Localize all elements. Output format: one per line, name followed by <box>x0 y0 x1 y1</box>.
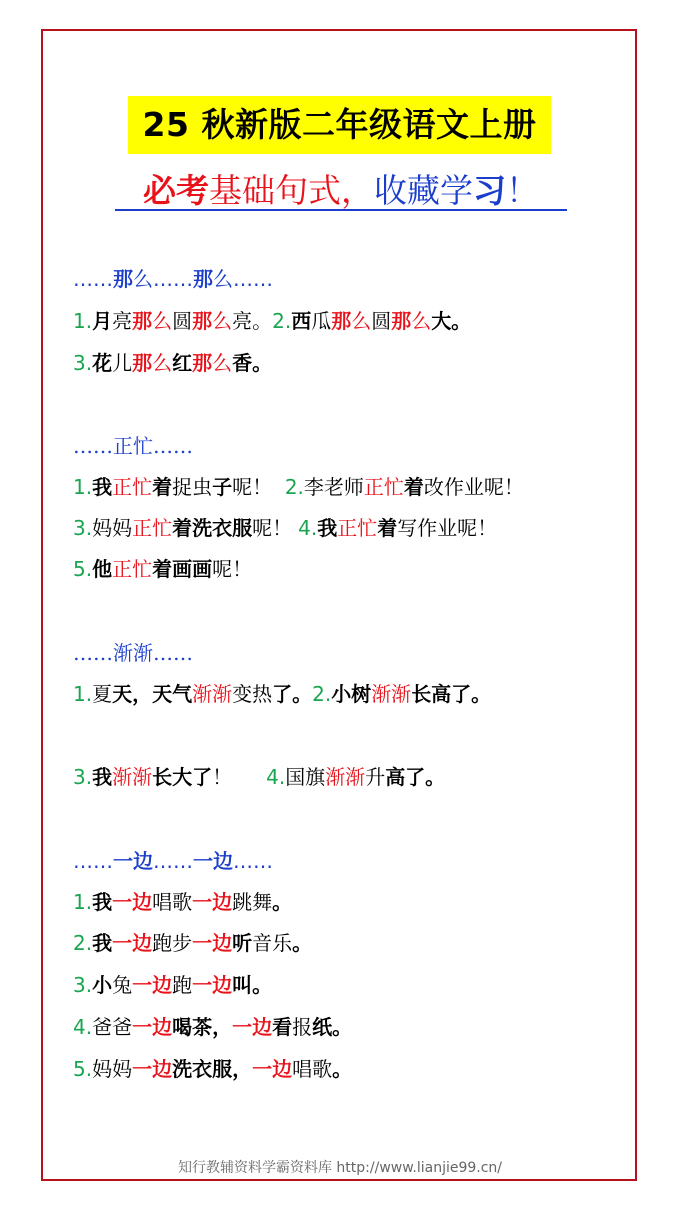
heading-part: …… <box>73 267 113 291</box>
sentence-line <box>73 556 252 582</box>
text-part: 。 <box>272 890 293 914</box>
sentence-line <box>73 308 471 334</box>
text-part: 瓜 <box>311 309 332 333</box>
keyword: 么 <box>411 309 432 333</box>
item-number: 1. <box>73 309 93 333</box>
text-part: 呢！ <box>252 516 293 540</box>
text-part: 跑 <box>172 973 193 997</box>
item-number: 2. <box>312 682 332 706</box>
section-heading-jian-jian: ……渐渐…… <box>73 641 193 665</box>
text-part: 跳舞 <box>232 890 273 914</box>
keyword: 渐渐 <box>371 682 412 706</box>
text-part: 呢！ <box>232 475 285 499</box>
text-part: 花 <box>92 351 113 375</box>
text-part: 喝 <box>172 1015 193 1039</box>
text-part: 长大了 <box>152 765 213 789</box>
text-part: 大。 <box>431 309 472 333</box>
text-part: 亮 <box>112 309 133 333</box>
keyword: 一边 <box>252 1057 293 1081</box>
sentence-line <box>73 515 497 541</box>
text-part: 。 <box>332 1015 353 1039</box>
keyword: 正忙 <box>337 516 378 540</box>
keyword: 那 <box>192 309 213 333</box>
footer-watermark: 知行教辅资料学霸资料库 http://www.lianjie99.cn/ <box>177 1160 503 1176</box>
text-part: 妈妈 <box>92 516 133 540</box>
sentence-line <box>73 889 292 915</box>
keyword: 正忙 <box>132 516 173 540</box>
text-part: 圆 <box>371 309 392 333</box>
item-number: 4. <box>73 1015 93 1039</box>
text-part: 听 <box>232 931 253 955</box>
text-part: 叫 <box>232 973 253 997</box>
heading-part: 么…… <box>213 267 273 291</box>
text-part: 我 <box>92 475 113 499</box>
keyword: 一边 <box>112 890 153 914</box>
text-part: 。 <box>332 1057 353 1081</box>
text-part: 着画画 <box>152 557 213 581</box>
keyword: 正忙 <box>363 475 404 499</box>
page-title: 25 秋新版二年级语文上册 <box>128 96 551 154</box>
text-part: 他 <box>92 557 113 581</box>
keyword: 一边 <box>132 973 173 997</box>
text-part: 着洗衣服 <box>172 516 253 540</box>
text-part: 国旗 <box>285 765 326 789</box>
text-part: 亮。 <box>232 309 273 333</box>
subtitle-part: 基础 <box>209 171 275 210</box>
keyword: 渐渐 <box>325 765 366 789</box>
item-number: 4. <box>266 765 286 789</box>
sentence-line <box>73 972 272 998</box>
text-part: 跑步 <box>152 931 193 955</box>
text-part: 。 <box>252 973 273 997</box>
text-part: 我 <box>92 765 113 789</box>
keyword: 一边 <box>192 890 233 914</box>
heading-part: 那 <box>113 267 133 291</box>
item-number: 3. <box>73 351 93 375</box>
keyword: 正忙 <box>112 475 153 499</box>
keyword: 么 <box>152 351 173 375</box>
keyword: 一边 <box>132 1057 173 1081</box>
keyword: 那 <box>391 309 412 333</box>
text-part: 了。 <box>272 682 313 706</box>
keyword: 一边 <box>192 973 233 997</box>
section-heading-yi-bian <box>73 848 273 874</box>
item-number: 4. <box>298 516 318 540</box>
keyword: 渐渐 <box>192 682 233 706</box>
text-part: 西 <box>291 309 312 333</box>
keyword: 渐渐 <box>112 765 153 789</box>
keyword: 么 <box>152 309 173 333</box>
keyword: 一边 <box>232 1015 273 1039</box>
text-part: 小树 <box>331 682 372 706</box>
section-heading-zheng-mang: ……正忙…… <box>73 434 193 458</box>
keyword: 那 <box>192 351 213 375</box>
text-part: 呢！ <box>212 557 253 581</box>
section-heading-name-me <box>73 266 273 292</box>
sentence-line <box>73 1056 352 1082</box>
subtitle-underline <box>115 209 567 211</box>
subtitle-part: 收藏学 <box>374 171 473 210</box>
heading-part: …… <box>73 849 113 873</box>
text-part: 我 <box>92 890 113 914</box>
text-part: 天，天气 <box>112 682 193 706</box>
keyword: 一边 <box>112 931 153 955</box>
text-part: 唱歌 <box>152 890 193 914</box>
text-part: 子 <box>212 475 233 499</box>
keyword: 那 <box>132 309 153 333</box>
item-number: 2. <box>73 931 93 955</box>
heading-part: 么…… <box>133 267 193 291</box>
sentence-line <box>73 930 312 956</box>
sentence-line <box>73 474 524 500</box>
text-part: 红 <box>172 351 193 375</box>
text-part: 着 <box>403 475 424 499</box>
keyword: 一边 <box>132 1015 173 1039</box>
text-part: 月 <box>92 309 113 333</box>
item-number: 5. <box>73 1057 93 1081</box>
keyword: 那 <box>132 351 153 375</box>
page-subtitle <box>115 168 567 214</box>
text-part: 变热 <box>232 682 273 706</box>
subtitle-part: 必考 <box>143 171 209 210</box>
text-part: 音乐 <box>252 931 293 955</box>
text-part: 夏 <box>92 682 113 706</box>
heading-part: 一边 <box>113 849 153 873</box>
sentence-line <box>73 764 445 790</box>
text-part: 升 <box>365 765 386 789</box>
item-number: 5. <box>73 557 93 581</box>
text-part: 我 <box>317 516 338 540</box>
text-part: 李老师 <box>303 475 364 499</box>
item-number: 2. <box>284 475 304 499</box>
text-part: 。 <box>292 931 313 955</box>
text-part: 纸 <box>312 1015 333 1039</box>
subtitle-part: 句式， <box>275 171 374 210</box>
text-part: 长高了。 <box>411 682 492 706</box>
keyword: 那 <box>331 309 352 333</box>
item-number: 1. <box>73 682 93 706</box>
item-number: 2. <box>272 309 292 333</box>
item-number: 1. <box>73 475 93 499</box>
text-part: 报 <box>292 1015 313 1039</box>
text-part: ！ <box>212 765 233 789</box>
sentence-line <box>73 350 272 376</box>
text-part: 香。 <box>232 351 273 375</box>
keyword: 正忙 <box>112 557 153 581</box>
text-part: 圆 <box>172 309 193 333</box>
text-part: 洗衣服， <box>172 1057 253 1081</box>
text-part: 着 <box>377 516 398 540</box>
text-part: 高了。 <box>385 765 446 789</box>
keyword: 么 <box>351 309 372 333</box>
item-number: 3. <box>73 765 93 789</box>
keyword: 么 <box>212 309 233 333</box>
item-number: 3. <box>73 973 93 997</box>
heading-part: 那 <box>193 267 213 291</box>
text-part: 着 <box>152 475 173 499</box>
text-part: 爸爸 <box>92 1015 133 1039</box>
subtitle-part: 习 <box>473 171 506 210</box>
text-part: 看 <box>272 1015 293 1039</box>
sentence-line <box>73 681 491 707</box>
text-part: 兔 <box>112 973 133 997</box>
text-part: 写作业呢！ <box>397 516 498 540</box>
heading-part: 一边 <box>193 849 233 873</box>
keyword: 么 <box>212 351 233 375</box>
sentence-line <box>73 1014 352 1040</box>
text-part: 我 <box>92 931 113 955</box>
text-part: 唱歌 <box>292 1057 333 1081</box>
heading-part: …… <box>233 849 273 873</box>
text-part: 儿 <box>112 351 133 375</box>
keyword: 一边 <box>192 931 233 955</box>
text-part: 妈妈 <box>92 1057 133 1081</box>
subtitle-part: ！ <box>506 171 539 210</box>
text-part: 捉虫 <box>172 475 213 499</box>
item-number: 3. <box>73 516 93 540</box>
text-part: 改作业呢！ <box>423 475 524 499</box>
heading-part: …… <box>153 849 193 873</box>
text-part: 茶， <box>192 1015 233 1039</box>
text-part: 小 <box>92 973 113 997</box>
item-number: 1. <box>73 890 93 914</box>
